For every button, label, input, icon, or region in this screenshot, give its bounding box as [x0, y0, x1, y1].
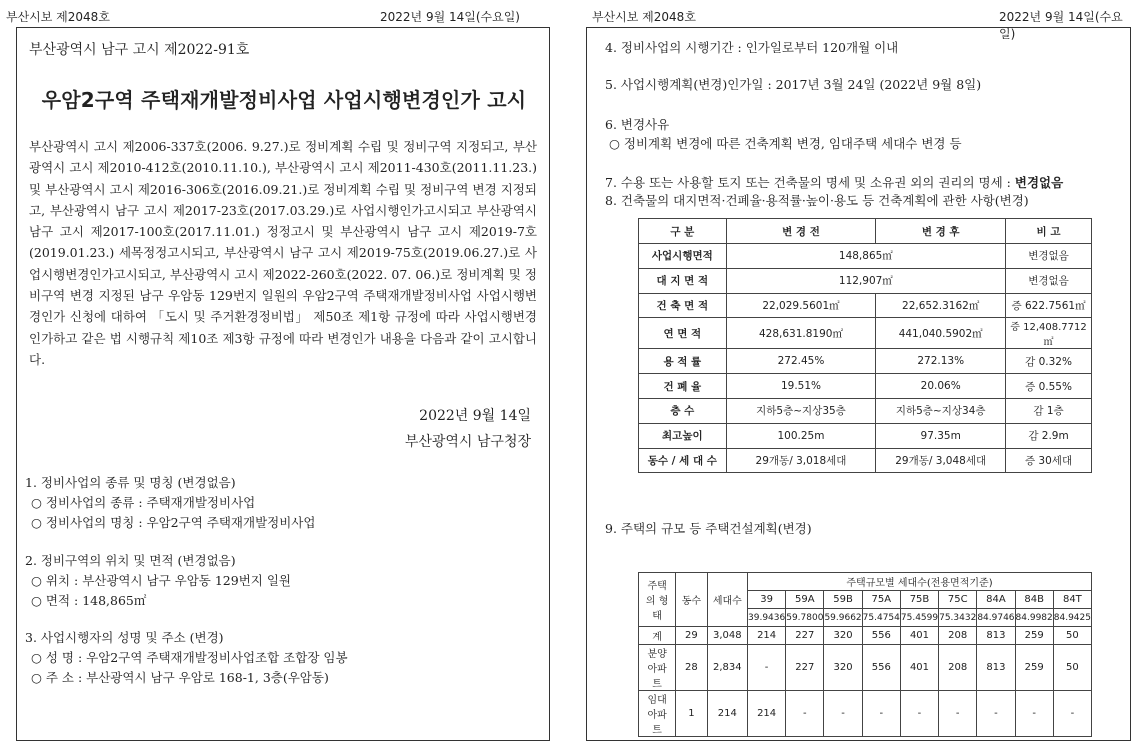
table-cell: 401 — [900, 645, 938, 691]
section-3-item: ○ 주 소 : 부산광역시 남구 우암로 168-1, 3층(우암동) — [31, 670, 329, 685]
table-cell: 지하5층~지상35층 — [726, 398, 876, 423]
table-row — [639, 268, 1092, 293]
left-date-label: 2022년 9월 14일(수요일) — [380, 10, 520, 24]
size-cell: 84A — [977, 591, 1015, 609]
row-label: 건 축 면 적 — [639, 293, 727, 318]
row-label: 용 적 률 — [639, 349, 727, 374]
section-1-title: 1. 정비사업의 종류 및 명칭 (변경없음) — [25, 475, 236, 490]
table-row — [639, 627, 1092, 645]
section-1-item: ○ 정비사업의 종류 : 주택재개발정비사업 — [31, 495, 256, 510]
area-cell: 59.7800 — [786, 609, 824, 627]
table-cell: 813 — [977, 627, 1015, 645]
table-cell: 감 2.9m — [1006, 423, 1092, 448]
table-header-row — [639, 573, 1092, 591]
table-cell: 272.13% — [876, 349, 1006, 374]
item-6-title: 6. 변경사유 — [605, 117, 670, 132]
section-2-item: ○ 면적 : 148,865㎡ — [31, 593, 147, 608]
area-cell: 84.9425 — [1053, 609, 1091, 627]
table-cell: 증 30세대 — [1006, 448, 1092, 473]
table-cell: 변경없음 — [1006, 268, 1092, 293]
table-row — [639, 398, 1092, 423]
section-2-title: 2. 정비구역의 위치 및 면적 (변경없음) — [25, 553, 236, 568]
table-cell: - — [977, 691, 1015, 737]
section-3-item: ○ 성 명 : 우암2구역 주택재개발정비사업조합 조합장 임봉 — [31, 650, 348, 665]
item-4: 4. 정비사업의 시행기간 : 인가일로부터 120개월 이내 — [605, 40, 899, 55]
building-plan-table — [638, 218, 1092, 473]
table-row — [639, 691, 1092, 737]
right-page — [586, 27, 1131, 741]
table-cell: 2,834 — [707, 645, 747, 691]
table-cell: 감 0.32% — [1006, 349, 1092, 374]
table-cell: 259 — [1015, 645, 1053, 691]
size-cell: 59A — [786, 591, 824, 609]
right-date-label: 2022년 9월 14일(수요일) — [999, 10, 1123, 41]
table-cell: 19.51% — [726, 374, 876, 399]
table-cell: 1 — [676, 691, 707, 737]
table-cell: 259 — [1015, 627, 1053, 645]
table-cell: 320 — [824, 627, 862, 645]
table-cell: 112,907㎡ — [726, 268, 1005, 293]
signature-office: 부산광역시 남구청장 — [404, 434, 531, 450]
table-header-row — [639, 219, 1092, 244]
header-cell: 주택규모별 세대수(전용면적기준) — [748, 573, 1092, 591]
table-row — [639, 318, 1092, 349]
size-cell: 75B — [900, 591, 938, 609]
table-row — [639, 244, 1092, 269]
table-cell: 556 — [862, 627, 900, 645]
right-publication-label: 부산시보 제2048호 — [592, 10, 696, 24]
table-cell: 증 622.7561㎡ — [1006, 293, 1092, 318]
table-cell: 227 — [786, 627, 824, 645]
item-9: 9. 주택의 규모 등 주택건설계획(변경) — [605, 521, 812, 536]
notice-number: 부산광역시 남구 고시 제2022-91호 — [29, 42, 250, 58]
table-cell: 441,040.5902㎡ — [876, 318, 1006, 349]
size-cell: 84B — [1015, 591, 1053, 609]
size-cell: 59B — [824, 591, 862, 609]
table-row — [639, 349, 1092, 374]
table-cell: - — [900, 691, 938, 737]
table-cell: 813 — [977, 645, 1015, 691]
area-cell: 75.4599 — [900, 609, 938, 627]
notice-title: 우암2구역 주택재개발정비사업 사업시행변경인가 고시 — [41, 88, 527, 112]
table-row — [639, 374, 1092, 399]
table-cell: 208 — [939, 627, 977, 645]
item-7 — [605, 174, 1063, 192]
size-cell: 75C — [939, 591, 977, 609]
signature-date: 2022년 9월 14일 — [419, 408, 531, 424]
table-cell: 감 1층 — [1006, 398, 1092, 423]
table-cell: 증 12,408.7712㎡ — [1006, 318, 1092, 349]
table-header-cell: 변 경 전 — [726, 219, 876, 244]
table-cell: 지하5층~지상34층 — [876, 398, 1006, 423]
table-cell: 변경없음 — [1006, 244, 1092, 269]
area-cell: 59.9662 — [824, 609, 862, 627]
table-header-cell: 구 분 — [639, 219, 727, 244]
table-cell: - — [862, 691, 900, 737]
row-label: 사업시행면적 — [639, 244, 727, 269]
size-cell: 84T — [1053, 591, 1091, 609]
table-cell: 214 — [748, 627, 786, 645]
header-cell: 동수 — [676, 573, 707, 627]
notice-body: 부산광역시 고시 제2006-337호(2006. 9.27.)로 정비계획 수립 및 정비구역 지정되고, 부산광역시 고시 제2010-412호(2010.11.10.), 부산광역시 고시 제2011-430호(2011.11.23.) 및 부산광역시 고시 제2016-306호(2016.09.21.)로 정비계획 수립 및 정비구역 변경 지정되고, 부산광역시 남구 고시 제2017-23호(2017.03.29.)로 사업시행인가고시되고 부산광역시 남구 고시 제2017-100호(2017.11.01.) 정정고시 및 부산광역시 남구 고시 제2019-7호(2019.01.23.) 세목정정고시되고, 부산광역시 남구 고시 제2019-75호(2019.06.27.)로 사업시행변경인가고시되고, 부산광역시 고시 제2022-260호(2022. 07. 06.)로 정비계획 및 정비구역 변경 지정된 남구 우암동 129번지 일원의 우암2구역 주택재개발정비사업 사업시행변경인가 신청에 대하여 「도시 및 주거환경정비법」 제50조 제1항 규정에 따라 사업시행변경인가하고 같은 법 시행규칙 제10조 제3항 규정에 따라 변경인가 내용을 다음과 같이 고시합니다. — [29, 139, 537, 367]
table-cell: 272.45% — [726, 349, 876, 374]
table-row — [639, 293, 1092, 318]
table-cell: - — [786, 691, 824, 737]
header-cell: 주택의 형태 — [639, 573, 676, 627]
table-cell: 29 — [676, 627, 707, 645]
section-1-item: ○ 정비사업의 명칭 : 우암2구역 주택재개발정비사업 — [31, 515, 316, 530]
table-row — [639, 423, 1092, 448]
area-cell: 75.3432 — [939, 609, 977, 627]
table-cell: 3,048 — [707, 627, 747, 645]
left-publication-label: 부산시보 제2048호 — [6, 10, 110, 24]
table-cell: 148,865㎡ — [726, 244, 1005, 269]
table-cell: 50 — [1053, 645, 1091, 691]
row-label: 최고높이 — [639, 423, 727, 448]
table-cell: 22,652.3162㎡ — [876, 293, 1006, 318]
row-label: 건 폐 율 — [639, 374, 727, 399]
table-cell: 22,029.5601㎡ — [726, 293, 876, 318]
table-cell: - — [1015, 691, 1053, 737]
table-header-cell: 변 경 후 — [876, 219, 1006, 244]
table-cell: 29개동/ 3,018세대 — [726, 448, 876, 473]
row-label: 계 — [639, 627, 676, 645]
size-cell: 75A — [862, 591, 900, 609]
table-cell: 208 — [939, 645, 977, 691]
area-cell: 39.9436 — [748, 609, 786, 627]
table-cell: 227 — [786, 645, 824, 691]
area-cell: 75.4754 — [862, 609, 900, 627]
size-cell: 39 — [748, 591, 786, 609]
table-cell: 28 — [676, 645, 707, 691]
table-cell: 556 — [862, 645, 900, 691]
table-cell: - — [1053, 691, 1091, 737]
item-5: 5. 사업시행계획(변경)인가일 : 2017년 3월 24일 (2022년 9월 8일) — [605, 77, 982, 92]
table-cell: - — [748, 645, 786, 691]
item-7-text: 7. 수용 또는 사용할 토지 또는 건축물의 명세 및 소유권 외의 권리의 명세 : — [605, 175, 1015, 190]
table-row — [639, 448, 1092, 473]
table-cell: 29개동/ 3,048세대 — [876, 448, 1006, 473]
left-page — [16, 27, 550, 741]
table-cell: 100.25m — [726, 423, 876, 448]
row-label: 임대 아파트 — [639, 691, 676, 737]
table-cell: 20.06% — [876, 374, 1006, 399]
table-cell: 401 — [900, 627, 938, 645]
section-2-item: ○ 위치 : 부산광역시 남구 우암동 129번지 일원 — [31, 573, 291, 588]
housing-plan-table — [638, 572, 1092, 737]
table-cell: 214 — [748, 691, 786, 737]
row-label: 연 면 적 — [639, 318, 727, 349]
item-7-status: 변경없음 — [1014, 175, 1064, 190]
table-cell: 50 — [1053, 627, 1091, 645]
row-label: 대 지 면 적 — [639, 268, 727, 293]
row-label: 분양 아파트 — [639, 645, 676, 691]
table-cell: - — [824, 691, 862, 737]
area-cell: 84.9982 — [1015, 609, 1053, 627]
table-row — [639, 645, 1092, 691]
table-cell: 428,631.8190㎡ — [726, 318, 876, 349]
table-cell: 320 — [824, 645, 862, 691]
table-cell: 증 0.55% — [1006, 374, 1092, 399]
header-cell: 세대수 — [707, 573, 747, 627]
row-label: 층 수 — [639, 398, 727, 423]
section-3-title: 3. 사업시행자의 성명 및 주소 (변경) — [25, 630, 224, 645]
table-cell: - — [939, 691, 977, 737]
row-label: 동수 / 세 대 수 — [639, 448, 727, 473]
item-8: 8. 건축물의 대지면적·건폐율·용적률·높이·용도 등 건축계획에 관한 사항(변경) — [605, 193, 1029, 208]
area-cell: 84.9746 — [977, 609, 1015, 627]
item-6-detail: ○ 정비계획 변경에 따른 건축계획 변경, 임대주택 세대수 변경 등 — [609, 136, 962, 151]
table-cell: 214 — [707, 691, 747, 737]
table-cell: 97.35m — [876, 423, 1006, 448]
table-header-cell: 비 고 — [1006, 219, 1092, 244]
